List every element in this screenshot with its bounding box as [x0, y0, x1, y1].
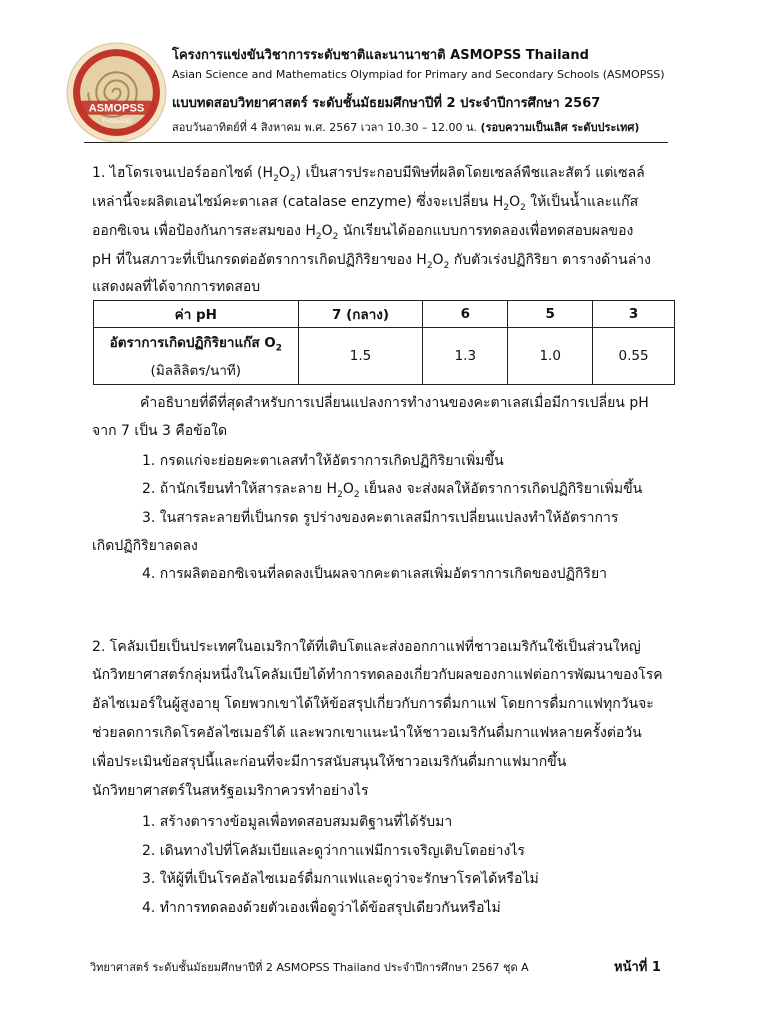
page-number: หน้าที่ 1 [614, 960, 661, 975]
q2-line-6: นักวิทยาศาสตร์ในสหรัฐอเมริกาควรทำอย่างไร [92, 783, 369, 799]
q1-option-4[interactable]: 4. การผลิตออกซิเจนที่ลดลงเป็นผลจากคะตาเลสเพิ่มอัตราการเกิดของปฏิกิริยา [142, 566, 608, 582]
rate-value: 1.0 [508, 328, 593, 385]
q2-option-4[interactable]: 4. ทำการทดลองด้วยตัวเองเพื่อดูว่าได้ข้อสรุปเดียวกันหรือไม่ [142, 900, 501, 916]
q1-option-1[interactable]: 1. กรดแก่จะย่อยคะตาเลสทำให้อัตราการเกิดปฏิกิริยาเพิ่มขึ้น [142, 453, 504, 469]
q1-option-3[interactable]: 3. ในสารละลายที่เป็นกรด รูปร่างของคะตาเลสมีการเปลี่ยนแปลงทำให้อัตราการ [142, 510, 619, 526]
exam-title: แบบทดสอบวิทยาศาสตร์ ระดับชั้นมัธยมศึกษาปีที่ 2 ประจำปีการศึกษา 2567 [172, 96, 601, 111]
q1-line-1: 1. ไฮโดรเจนเปอร์ออกไซด์ $(H_2O_2)$ เป็นสารประกอบมีพิษที่ผลิตโดยเซลล์พืชและสัตว์ แต่เซลล์ [92, 165, 645, 184]
q1-option-2[interactable]: 2. ถ้านักเรียนทำให้สารละลาย $H_2O_2$ เย็นลง จะส่งผลให้อัตราการเกิดปฏิกิริยาเพิ่มขึ้น [142, 481, 643, 500]
exam-round: (รอบความเป็นเลิศ ระดับประเทศ) [480, 121, 640, 134]
ph-value: 5 [508, 301, 593, 328]
ph-header-label: ค่า pH [94, 301, 299, 328]
table-header-row [94, 301, 675, 328]
q1-line-5: แสดงผลที่ได้จากการทดสอบ [92, 279, 261, 295]
q2-line-5: เพื่อประเมินข้อสรุปนี้และก่อนที่จะมีการสนับสนุนให้ชาวอเมริกันดื่มกาแฟมากขึ้น [92, 754, 567, 770]
q2-option-2[interactable]: 2. เดินทางไปที่โคลัมเบียและดูว่ากาแฟมีการเจริญเติบโตอย่างไร [142, 843, 525, 859]
footer-text: วิทยาศาสตร์ ระดับชั้นมัธยมศึกษาปีที่ 2 ASMOPSS Thailand ประจำปีการศึกษา 2567 ชุด A [90, 961, 529, 974]
q2-line-3: อัลไซเมอร์ในผู้สูงอายุ โดยพวกเขาได้ให้ข้อสรุปเกี่ยวกับการดื่มกาแฟ โดยการดื่มกาแฟทุกวันจะ [92, 696, 654, 712]
svg-text:THAILAND: THAILAND [101, 118, 132, 125]
q2-line-1: 2. โคลัมเบียเป็นประเทศในอเมริกาใต้ที่เติบโตและส่งออกกาแฟที่ชาวอเมริกันใช้เป็นส่วนใหญ่ [92, 639, 641, 655]
header-subtitle: Asian Science and Mathematics Olympiad for Primary and Secondary Schools (ASMOPSS) [172, 68, 665, 81]
rate-value: 1.5 [298, 328, 423, 385]
q1-line-4: pH ที่ในสภาวะที่เป็นกรดต่ออัตราการเกิดปฏิกิริยาของ $H_2O_2$ กับตัวเร่งปฏิกิริยา ตารางด้านล่าง [92, 252, 651, 271]
q2-line-4: ช่วยลดการเกิดโรคอัลไซเมอร์ได้ และพวกเขาแนะนำให้ชาวอเมริกันดื่มกาแฟหลายครั้งต่อวัน [92, 725, 642, 741]
header-divider [84, 142, 668, 143]
q2-line-2: นักวิทยาศาสตร์กลุ่มหนึ่งในโคลัมเบียได้ทำการทดลองเกี่ยวกับผลของกาแฟต่อการพัฒนาของโรค [92, 667, 663, 683]
q2-option-3[interactable]: 3. ให้ผู้ที่เป็นโรคอัลไซเมอร์ดื่มกาแฟและดูว่าจะรักษาโรคได้หรือไม่ [142, 871, 539, 887]
rate-unit: (มิลลิลิตร/นาที) [150, 363, 242, 380]
rate-row-label [94, 328, 299, 385]
exam-schedule [172, 118, 639, 136]
rate-value: 1.3 [423, 328, 508, 385]
asmopss-logo [66, 42, 167, 143]
q1-line-3: ออกซิเจน เพื่อป้องกันการสะสมของ $H_2O_2$ นักเรียนได้ออกแบบการทดลองเพื่อทดสอบผลของ [92, 223, 634, 242]
q1-prompt-line-2: จาก 7 เป็น 3 คือข้อใด [92, 423, 228, 439]
header-title: โครงการแข่งขันวิชาการระดับชาติและนานาชาติ ASMOPSS Thailand [172, 48, 589, 63]
ph-value: 3 [593, 301, 675, 328]
svg-text:ASMOPSS: ASMOPSS [88, 102, 145, 115]
q1-line-2: เหล่านี้จะผลิตเอนไซม์คะตาเลส (catalase enzyme) ซึ่งจะเปลี่ยน $H_2O_2$ ให้เป็นน้ำและแก๊ส [92, 194, 639, 213]
ph-value: 6 [423, 301, 508, 328]
table-data-row [94, 328, 675, 385]
q1-option-3-continued: เกิดปฏิกิริยาลดลง [92, 538, 198, 554]
ph-rate-table [93, 300, 675, 385]
rate-value: 0.55 [593, 328, 675, 385]
q2-option-1[interactable]: 1. สร้างตารางข้อมูลเพื่อทดสอบสมมติฐานที่ได้รับมา [142, 814, 453, 830]
exam-date-time: สอบวันอาทิตย์ที่ 4 สิงหาคม พ.ศ. 2567 เวลา 10.30 – 12.00 น. [172, 121, 478, 134]
rate-label: อัตราการเกิดปฏิกิริยาแก๊ส $O_2$ [109, 334, 282, 354]
ph-value: 7 (กลาง) [298, 301, 423, 328]
q1-prompt-line-1: คำอธิบายที่ดีที่สุดสำหรับการเปลี่ยนแปลงการทำงานของคะตาเลสเมื่อมีการเปลี่ยน pH [140, 395, 649, 411]
